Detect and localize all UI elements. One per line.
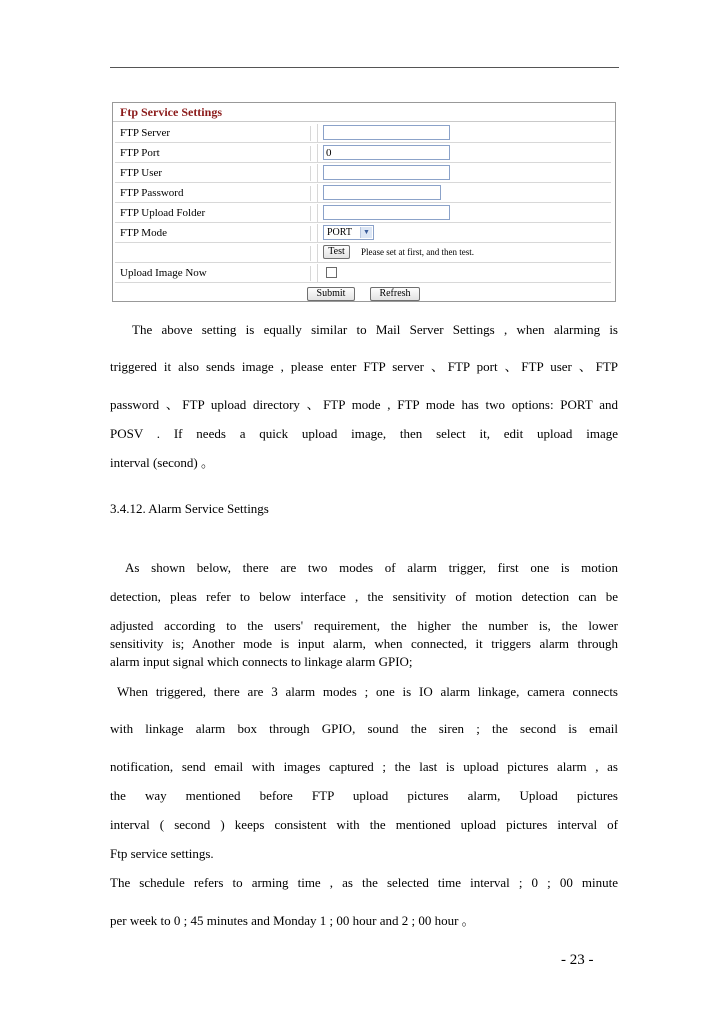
ftp-mode-value: PORT bbox=[327, 227, 352, 238]
para-line: Ftp service settings. bbox=[110, 846, 214, 861]
ftp-password-input[interactable] bbox=[323, 185, 441, 200]
test-button[interactable]: Test bbox=[323, 245, 350, 259]
row-ftp-upload-folder bbox=[115, 204, 611, 223]
para-line: password 、FTP upload directory 、FTP mode , FTP mode has two options: PORT and bbox=[110, 397, 618, 412]
para-line: alarm input signal which connects to linkage alarm GPIO; bbox=[110, 654, 413, 669]
ftp-settings-panel bbox=[112, 102, 616, 302]
value-cell bbox=[317, 184, 612, 202]
para-line: interval (second) 。 bbox=[110, 455, 214, 470]
value-cell bbox=[317, 224, 612, 242]
value-cell bbox=[317, 124, 612, 142]
para-line: As shown below, there are two modes of alarm trigger, first one is motion bbox=[125, 560, 618, 575]
label-ftp-password: FTP Password bbox=[120, 186, 311, 201]
ftp-port-input[interactable]: 0 bbox=[323, 145, 450, 160]
row-ftp-server bbox=[115, 124, 611, 143]
para-line: When triggered, there are 3 alarm modes ; one is IO alarm linkage, camera connects bbox=[117, 684, 618, 699]
para-line: POSV . If needs a quick upload image, then select it, edit upload image bbox=[110, 426, 618, 441]
ftp-upload-folder-input[interactable] bbox=[323, 205, 450, 220]
label-ftp-port: FTP Port bbox=[120, 146, 311, 161]
para-line: the way mentioned before FTP upload pictures alarm, Upload pictures bbox=[110, 788, 618, 803]
para-line: notification, send email with images captured ; the last is upload pictures alarm , as bbox=[110, 759, 618, 774]
value-cell bbox=[317, 144, 612, 162]
row-ftp-port bbox=[115, 144, 611, 163]
para-line: triggered it also sends image , please enter FTP server 、FTP port 、FTP user 、FTP bbox=[110, 359, 618, 374]
para-line: interval ( second ) keeps consistent with the mentioned upload pictures interval of bbox=[110, 817, 618, 832]
para-line: detection, pleas refer to below interface , the sensitivity of motion detection can be bbox=[110, 589, 618, 604]
label-ftp-user: FTP User bbox=[120, 166, 311, 181]
value-cell bbox=[317, 244, 612, 262]
row-ftp-user bbox=[115, 164, 611, 183]
page-number: - 23 - bbox=[561, 952, 594, 968]
para-line: with linkage alarm box through GPIO, sound the siren ; the second is email bbox=[110, 721, 618, 736]
submit-button[interactable]: Submit bbox=[307, 287, 355, 301]
para-line: adjusted according to the users' requirement, the higher the number is, the lower bbox=[110, 618, 618, 633]
label-ftp-mode: FTP Mode bbox=[120, 226, 311, 241]
label-ftp-server: FTP Server bbox=[120, 126, 311, 141]
ftp-user-input[interactable] bbox=[323, 165, 450, 180]
chevron-down-icon: ▼ bbox=[360, 227, 372, 238]
value-cell bbox=[317, 164, 612, 182]
row-upload-image-now bbox=[115, 264, 611, 283]
section-heading: 3.4.12. Alarm Service Settings bbox=[110, 501, 269, 516]
ftp-server-input[interactable] bbox=[323, 125, 450, 140]
para-line: The schedule refers to arming time , as the selected time interval ; 0 ; 00 minute bbox=[110, 875, 618, 890]
ftp-mode-select[interactable] bbox=[323, 225, 374, 240]
label-empty bbox=[120, 246, 311, 261]
value-cell bbox=[317, 264, 612, 282]
row-ftp-mode bbox=[115, 224, 611, 243]
test-hint: Please set at first, and then test. bbox=[361, 247, 474, 257]
para-line: sensitivity is; Another mode is input alarm, when connected, it triggers alarm through bbox=[110, 636, 618, 651]
panel-title: Ftp Service Settings bbox=[113, 103, 615, 122]
label-ftp-upload-folder: FTP Upload Folder bbox=[120, 206, 311, 221]
para-line: The above setting is equally similar to Mail Server Settings , when alarming is bbox=[132, 322, 618, 337]
para-line: per week to 0 ; 45 minutes and Monday 1 ; 00 hour and 2 ; 00 hour 。 bbox=[110, 913, 475, 928]
upload-image-now-checkbox[interactable] bbox=[326, 267, 337, 278]
refresh-button[interactable]: Refresh bbox=[370, 287, 420, 301]
label-upload-image-now: Upload Image Now bbox=[120, 266, 311, 281]
row-ftp-password bbox=[115, 184, 611, 203]
header-rule bbox=[110, 67, 619, 68]
value-cell bbox=[317, 204, 612, 222]
row-test bbox=[115, 244, 611, 263]
